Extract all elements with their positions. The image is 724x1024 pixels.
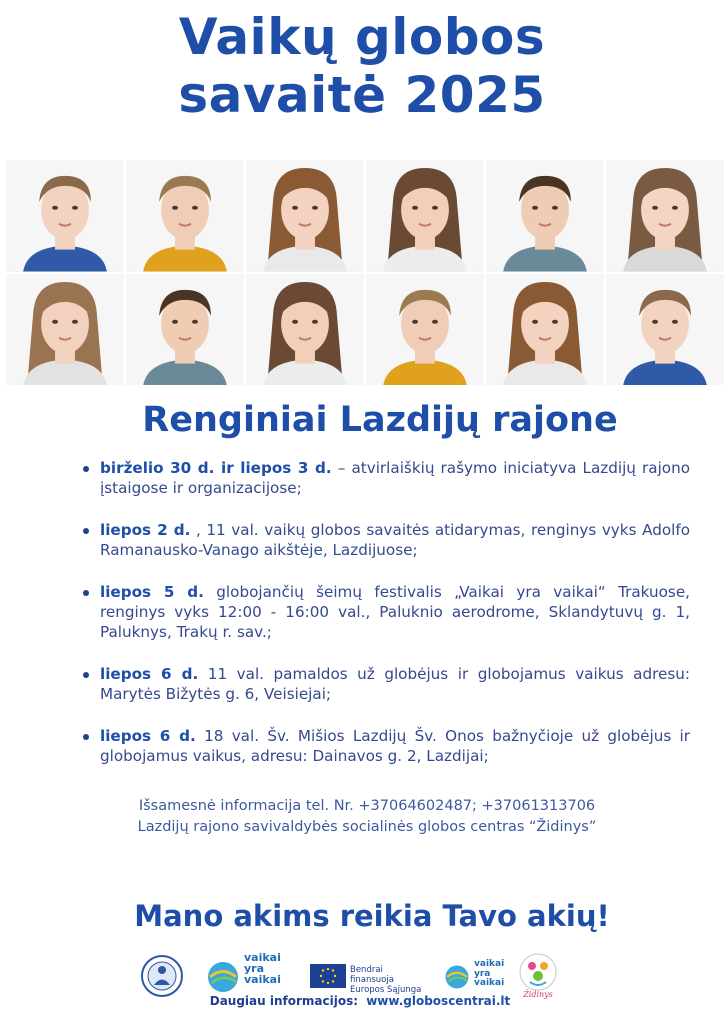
events-list: [78, 458, 690, 788]
event-item: [100, 664, 690, 704]
event-date: liepos 5 d.: [100, 583, 204, 601]
logo-word: yra: [244, 962, 265, 975]
portrait-icon: [606, 274, 724, 386]
logo-word: vaikai: [244, 951, 281, 964]
child-portrait: [366, 160, 484, 272]
portrait-icon: [486, 160, 604, 272]
child-portrait: [126, 160, 244, 272]
child-portrait: [126, 274, 244, 386]
eu-cofunded-text: Bendrai finansuoja Europos Sąjunga: [350, 965, 422, 995]
event-text: 11 val. pamaldos už globėjus ir globojamus vaikus adresu: Marytės Bižytės g. 6, Veisiejai;: [100, 665, 690, 703]
contact-phone: Išsamesnė informacija tel. Nr. +37064602487; +37061313706: [138, 798, 596, 814]
contact-organization: Lazdijų rajono savivaldybės socialinės globos centras “Židinys”: [137, 819, 597, 835]
portrait-icon: [366, 160, 484, 272]
portrait-icon: [126, 160, 244, 272]
event-text: , 11 val. vaikų globos savaitės atidarymas, renginys vyks Adolfo Ramanausko-Vanago aikštėje, Lazdijuose;: [100, 521, 691, 559]
children-photo-grid: [6, 160, 724, 385]
child-portrait: [486, 274, 604, 386]
event-item: [100, 726, 690, 766]
event-item: [100, 520, 690, 560]
logo-word: vaikai: [474, 959, 505, 969]
logo-word: vaikai: [474, 978, 505, 988]
portrait-icon: [6, 160, 124, 272]
vaikai-yra-vaikai-logo-small: [444, 958, 514, 998]
event-text: 18 val. Šv. Mišios Lazdijų Šv. Onos bažnyčioje už globėjus ir globojamus vaikus, adresu: Dainavos g. 2, Lazdijai;: [100, 727, 690, 765]
event-item: [100, 582, 690, 642]
slogan: Mano akims reikia Tavo akių!: [134, 899, 610, 933]
portrait-icon: [606, 160, 724, 272]
portrait-icon: [486, 274, 604, 386]
logo-word: vaikai: [244, 973, 281, 986]
globe-icon: [444, 964, 470, 990]
event-date: liepos 6 d.: [100, 727, 196, 745]
child-portrait: [6, 274, 124, 386]
ministry-seal-icon: [140, 954, 184, 998]
child-portrait: [366, 274, 484, 386]
child-portrait: [606, 160, 724, 272]
logo-word: yra: [474, 968, 491, 979]
zidinys-text: Židinys: [523, 990, 553, 999]
child-portrait: [486, 160, 604, 272]
globe-icon: [206, 960, 240, 994]
title-line-2: savaitė 2025: [178, 66, 546, 124]
event-item: [100, 458, 690, 498]
portrait-icon: [246, 160, 364, 272]
child-portrait: [246, 274, 364, 386]
zidinys-emblem-icon: [518, 952, 558, 992]
portrait-icon: [6, 274, 124, 386]
footer-website-link[interactable]: www.globoscentrai.lt: [366, 994, 511, 1008]
portrait-icon: [366, 274, 484, 386]
footer: [0, 994, 720, 1008]
child-portrait: [246, 160, 364, 272]
portrait-icon: [126, 274, 244, 386]
poster-title: [0, 8, 724, 124]
event-date: liepos 2 d.: [100, 521, 191, 539]
title-line-1: Vaikų globos: [178, 8, 546, 66]
child-portrait: [6, 160, 124, 272]
child-portrait: [606, 274, 724, 386]
event-text: globojančių šeimų festivalis „Vaikai yra vaikai“ Trakuose, renginys vyks 12:00 - 16:00 val., Paluknio aerodrome, Sklandytuvų g. 1, Paluknys, Trakų r. sav.;: [100, 583, 691, 641]
eu-cofunded-logo: [310, 962, 428, 995]
portrait-icon: [246, 274, 364, 386]
event-text: – atvirlaiškių rašymo iniciatyva Lazdijų rajono įstaigose ir organizacijose;: [100, 459, 691, 497]
event-date: liepos 6 d.: [100, 665, 199, 683]
footer-label: Daugiau informacijos:: [209, 994, 359, 1008]
contact-info: [0, 796, 724, 838]
eu-flag-icon: [310, 964, 346, 988]
event-date: birželio 30 d. ir liepos 3 d.: [100, 459, 332, 477]
events-heading: Renginiai Lazdijų rajone: [142, 400, 618, 440]
